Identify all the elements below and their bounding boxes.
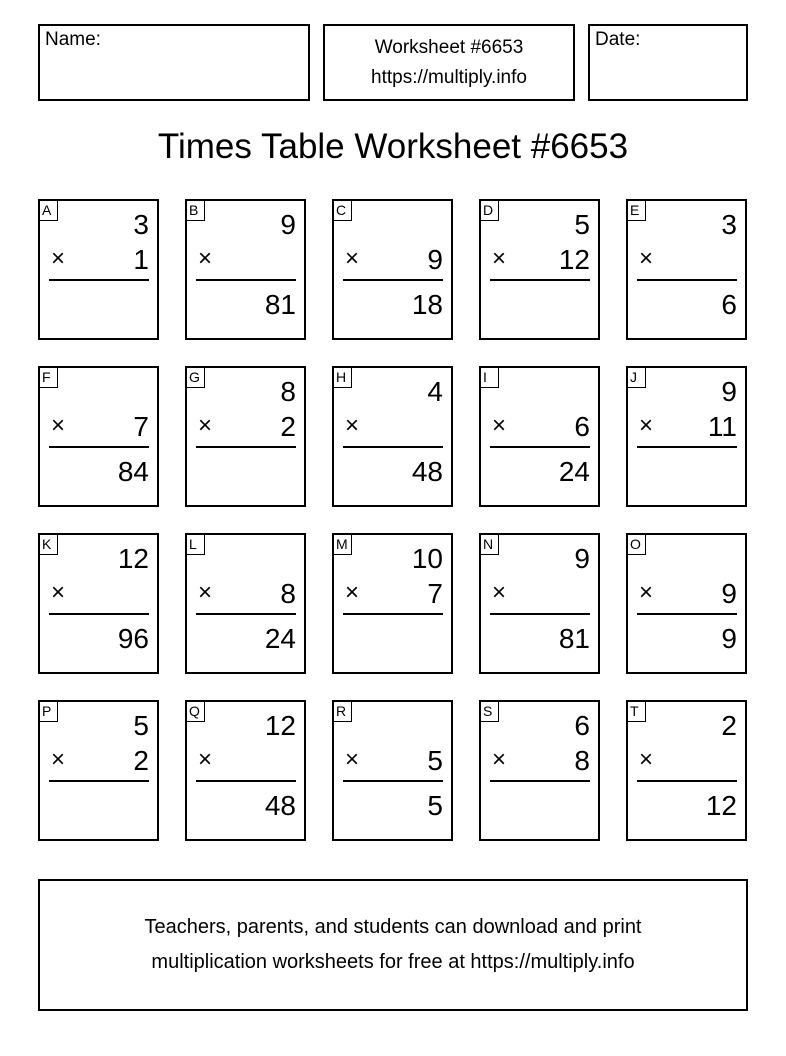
problem-e[interactable] — [626, 199, 747, 340]
answer-rule — [196, 279, 296, 281]
problem-letter: R — [334, 702, 352, 722]
footer-line-2: multiplication worksheets for free at https://multiply.info — [151, 951, 635, 973]
top-factor: 2 — [721, 710, 737, 741]
worksheet-id-box — [323, 24, 575, 101]
problem-i[interactable] — [479, 366, 600, 507]
problem-c[interactable] — [332, 199, 453, 340]
times-sign: × — [345, 412, 360, 439]
problem-s[interactable] — [479, 700, 600, 841]
page-title: Times Table Worksheet #6653 — [157, 127, 629, 166]
answer-value: 48 — [411, 456, 443, 487]
problem-letter: O — [628, 535, 646, 555]
answer-value: 96 — [117, 623, 149, 654]
bottom-factor: 7 — [427, 578, 443, 609]
times-sign: × — [492, 245, 507, 272]
answer-value: 6 — [721, 289, 737, 320]
date-field-box[interactable] — [588, 24, 748, 101]
answer-value: 5 — [427, 790, 443, 821]
problem-letter: G — [187, 368, 205, 388]
problem-letter: D — [481, 201, 499, 221]
times-sign: × — [51, 245, 66, 272]
bottom-factor: 7 — [133, 411, 149, 442]
problem-k[interactable] — [38, 533, 159, 674]
times-sign: × — [345, 746, 360, 773]
answer-value: 18 — [411, 289, 443, 320]
answer-rule — [490, 446, 590, 448]
answer-rule — [490, 279, 590, 281]
problem-letter: I — [481, 368, 499, 388]
answer-rule — [343, 279, 443, 281]
top-factor: 12 — [264, 710, 296, 741]
problem-j[interactable] — [626, 366, 747, 507]
answer-value: 12 — [705, 790, 737, 821]
bottom-factor: 8 — [574, 745, 590, 776]
bottom-factor: 12 — [558, 244, 590, 275]
top-factor: 4 — [427, 376, 443, 407]
top-factor: 8 — [280, 376, 296, 407]
answer-rule — [196, 446, 296, 448]
times-sign: × — [51, 579, 66, 606]
footer-box — [38, 879, 748, 1011]
bottom-factor: 9 — [721, 578, 737, 609]
answer-rule — [343, 780, 443, 782]
answer-value: 81 — [264, 289, 296, 320]
answer-rule — [637, 279, 737, 281]
problem-a[interactable] — [38, 199, 159, 340]
problem-letter: A — [40, 201, 58, 221]
answer-rule — [343, 613, 443, 615]
bottom-factor: 8 — [280, 578, 296, 609]
answer-rule — [49, 446, 149, 448]
bottom-factor: 2 — [280, 411, 296, 442]
problem-letter: T — [628, 702, 646, 722]
times-sign: × — [639, 579, 654, 606]
problem-f[interactable] — [38, 366, 159, 507]
worksheet-number: Worksheet #6653 — [374, 36, 524, 58]
bottom-factor: 11 — [707, 411, 737, 442]
answer-rule — [49, 279, 149, 281]
bottom-factor: 9 — [427, 244, 443, 275]
problem-letter: E — [628, 201, 646, 221]
times-sign: × — [345, 579, 360, 606]
top-factor: 9 — [574, 543, 590, 574]
times-sign: × — [492, 412, 507, 439]
answer-rule — [490, 613, 590, 615]
problem-letter: N — [481, 535, 499, 555]
name-label: Name: — [45, 29, 101, 50]
top-factor: 6 — [574, 710, 590, 741]
problem-g[interactable] — [185, 366, 306, 507]
times-sign: × — [345, 245, 360, 272]
footer-line-1: Teachers, parents, and students can download and print — [144, 916, 642, 938]
top-factor: 9 — [280, 209, 296, 240]
problem-t[interactable] — [626, 700, 747, 841]
problem-d[interactable] — [479, 199, 600, 340]
top-factor: 10 — [411, 543, 443, 574]
times-sign: × — [639, 412, 654, 439]
answer-value: 24 — [558, 456, 590, 487]
name-field-box[interactable] — [38, 24, 310, 101]
times-sign: × — [198, 245, 213, 272]
problem-h[interactable] — [332, 366, 453, 507]
problem-m[interactable] — [332, 533, 453, 674]
answer-value: 81 — [558, 623, 590, 654]
answer-value: 9 — [721, 623, 737, 654]
problem-b[interactable] — [185, 199, 306, 340]
top-factor: 3 — [721, 209, 737, 240]
problem-p[interactable] — [38, 700, 159, 841]
problem-letter: F — [40, 368, 58, 388]
answer-rule — [49, 613, 149, 615]
bottom-factor: 2 — [133, 745, 149, 776]
times-sign: × — [492, 579, 507, 606]
top-factor: 9 — [721, 376, 737, 407]
problem-q[interactable] — [185, 700, 306, 841]
answer-rule — [343, 446, 443, 448]
problem-letter: L — [187, 535, 205, 555]
problem-letter: C — [334, 201, 352, 221]
problem-letter: Q — [187, 702, 205, 722]
times-sign: × — [51, 746, 66, 773]
worksheet-url: https://multiply.info — [371, 66, 527, 88]
bottom-factor: 1 — [133, 244, 149, 275]
problem-letter: J — [628, 368, 646, 388]
problem-letter: S — [481, 702, 499, 722]
problem-letter: H — [334, 368, 352, 388]
answer-rule — [637, 613, 737, 615]
problem-letter: K — [40, 535, 58, 555]
answer-value: 84 — [117, 456, 149, 487]
date-label: Date: — [595, 29, 641, 50]
times-sign: × — [639, 746, 654, 773]
answer-value: 48 — [264, 790, 296, 821]
problem-letter: B — [187, 201, 205, 221]
answer-rule — [490, 780, 590, 782]
answer-rule — [196, 613, 296, 615]
problem-letter: P — [40, 702, 58, 722]
problem-l[interactable] — [185, 533, 306, 674]
times-sign: × — [198, 412, 213, 439]
top-factor: 12 — [117, 543, 149, 574]
top-factor: 5 — [133, 710, 149, 741]
times-sign: × — [198, 579, 213, 606]
answer-rule — [196, 780, 296, 782]
top-factor: 5 — [574, 209, 590, 240]
times-sign: × — [198, 746, 213, 773]
times-sign: × — [51, 412, 66, 439]
problem-o[interactable] — [626, 533, 747, 674]
top-factor: 3 — [133, 209, 149, 240]
bottom-factor: 6 — [574, 411, 590, 442]
answer-rule — [637, 780, 737, 782]
times-sign: × — [639, 245, 654, 272]
answer-rule — [637, 446, 737, 448]
problem-n[interactable] — [479, 533, 600, 674]
problem-letter: M — [334, 535, 352, 555]
answer-rule — [49, 780, 149, 782]
answer-value: 24 — [264, 623, 296, 654]
bottom-factor: 5 — [427, 745, 443, 776]
problem-r[interactable] — [332, 700, 453, 841]
times-sign: × — [492, 746, 507, 773]
